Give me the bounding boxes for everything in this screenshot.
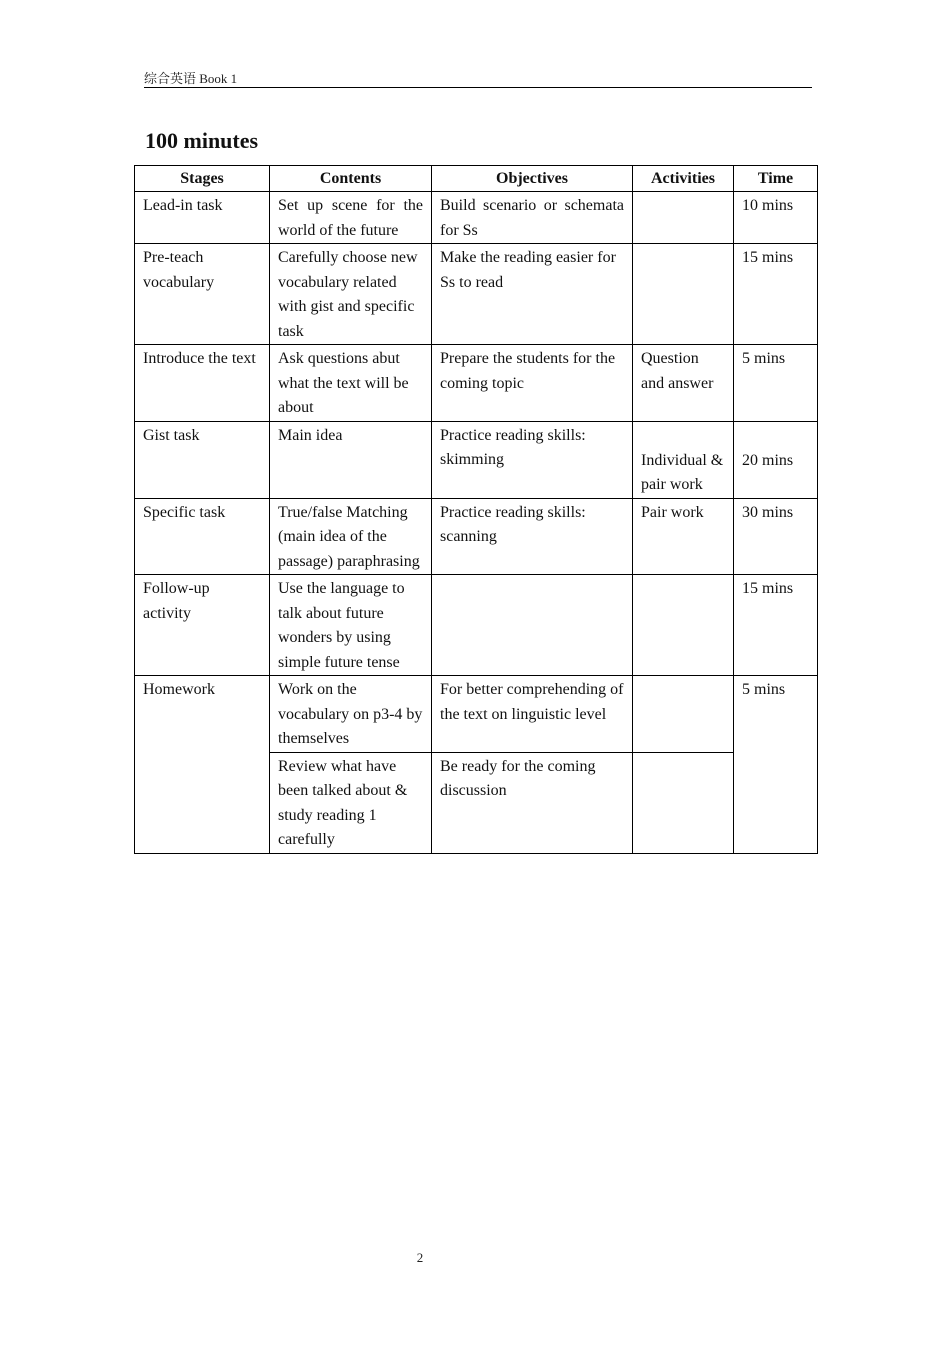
stage-cell: Pre-teach vocabulary (135, 244, 270, 345)
activities-cell: Individual & pair work (633, 421, 734, 498)
activities-cell: Pair work (633, 498, 734, 575)
contents-cell: Main idea (270, 421, 432, 498)
objectives-cell: Make the reading easier for Ss to read (432, 244, 633, 345)
objectives-cell: Practice reading skills: scanning (432, 498, 633, 575)
table-row (135, 244, 818, 345)
page-number: 2 (416, 1250, 424, 1265)
objectives-cell (432, 575, 633, 676)
activities-cell (633, 676, 734, 753)
table-row (135, 498, 818, 575)
time-cell: 15 mins (734, 575, 818, 676)
table-row (135, 575, 818, 676)
contents-cell: Carefully choose new vocabulary related with gist and specific task (270, 244, 432, 345)
table-row (135, 192, 818, 244)
objectives-cell: Build scenario or schemata for Ss (432, 192, 633, 244)
objectives-cell: For better comprehending of the text on linguistic level (432, 676, 633, 753)
column-header-contents: Contents (270, 166, 432, 192)
contents-cell: Work on the vocabulary on p3-4 by themselves (270, 676, 432, 753)
column-header-activities: Activities (633, 166, 734, 192)
objectives-cell: Prepare the students for the coming topic (432, 345, 633, 422)
time-cell: 20 mins (734, 421, 818, 498)
stage-cell: Lead-in task (135, 192, 270, 244)
table-header-row (135, 166, 818, 192)
running-header-title: 综合英语 Book 1 (144, 71, 238, 86)
time-cell: 5 mins (734, 345, 818, 422)
time-cell: 10 mins (734, 192, 818, 244)
table-row (135, 345, 818, 422)
objectives-cell: Practice reading skills: skimming (432, 421, 633, 498)
stage-cell: Homework (135, 676, 270, 854)
lesson-plan-table (134, 165, 818, 854)
column-header-stages: Stages (135, 166, 270, 192)
column-header-time: Time (734, 166, 818, 192)
contents-cell: Ask questions abut what the text will be about (270, 345, 432, 422)
stage-cell: Follow-up activity (135, 575, 270, 676)
objectives-cell: Be ready for the coming discussion (432, 752, 633, 853)
table-row (135, 676, 818, 753)
activities-cell (633, 575, 734, 676)
activities-cell: Question and answer (633, 345, 734, 422)
time-cell: 5 mins (734, 676, 818, 854)
time-cell: 30 mins (734, 498, 818, 575)
contents-cell: Set up scene for the world of the future (270, 192, 432, 244)
stage-cell: Specific task (135, 498, 270, 575)
contents-cell: Use the language to talk about future wonders by using simple future tense (270, 575, 432, 676)
stage-cell: Introduce the text (135, 345, 270, 422)
activities-cell (633, 192, 734, 244)
activities-cell (633, 244, 734, 345)
table-row (135, 421, 818, 498)
running-header (144, 70, 812, 88)
time-cell: 15 mins (734, 244, 818, 345)
contents-cell: Review what have been talked about & study reading 1 carefully (270, 752, 432, 853)
stage-cell: Gist task (135, 421, 270, 498)
page-heading: 100 minutes (145, 128, 259, 153)
contents-cell: True/false Matching (main idea of the passage) paraphrasing (270, 498, 432, 575)
column-header-objectives: Objectives (432, 166, 633, 192)
activities-cell (633, 752, 734, 853)
